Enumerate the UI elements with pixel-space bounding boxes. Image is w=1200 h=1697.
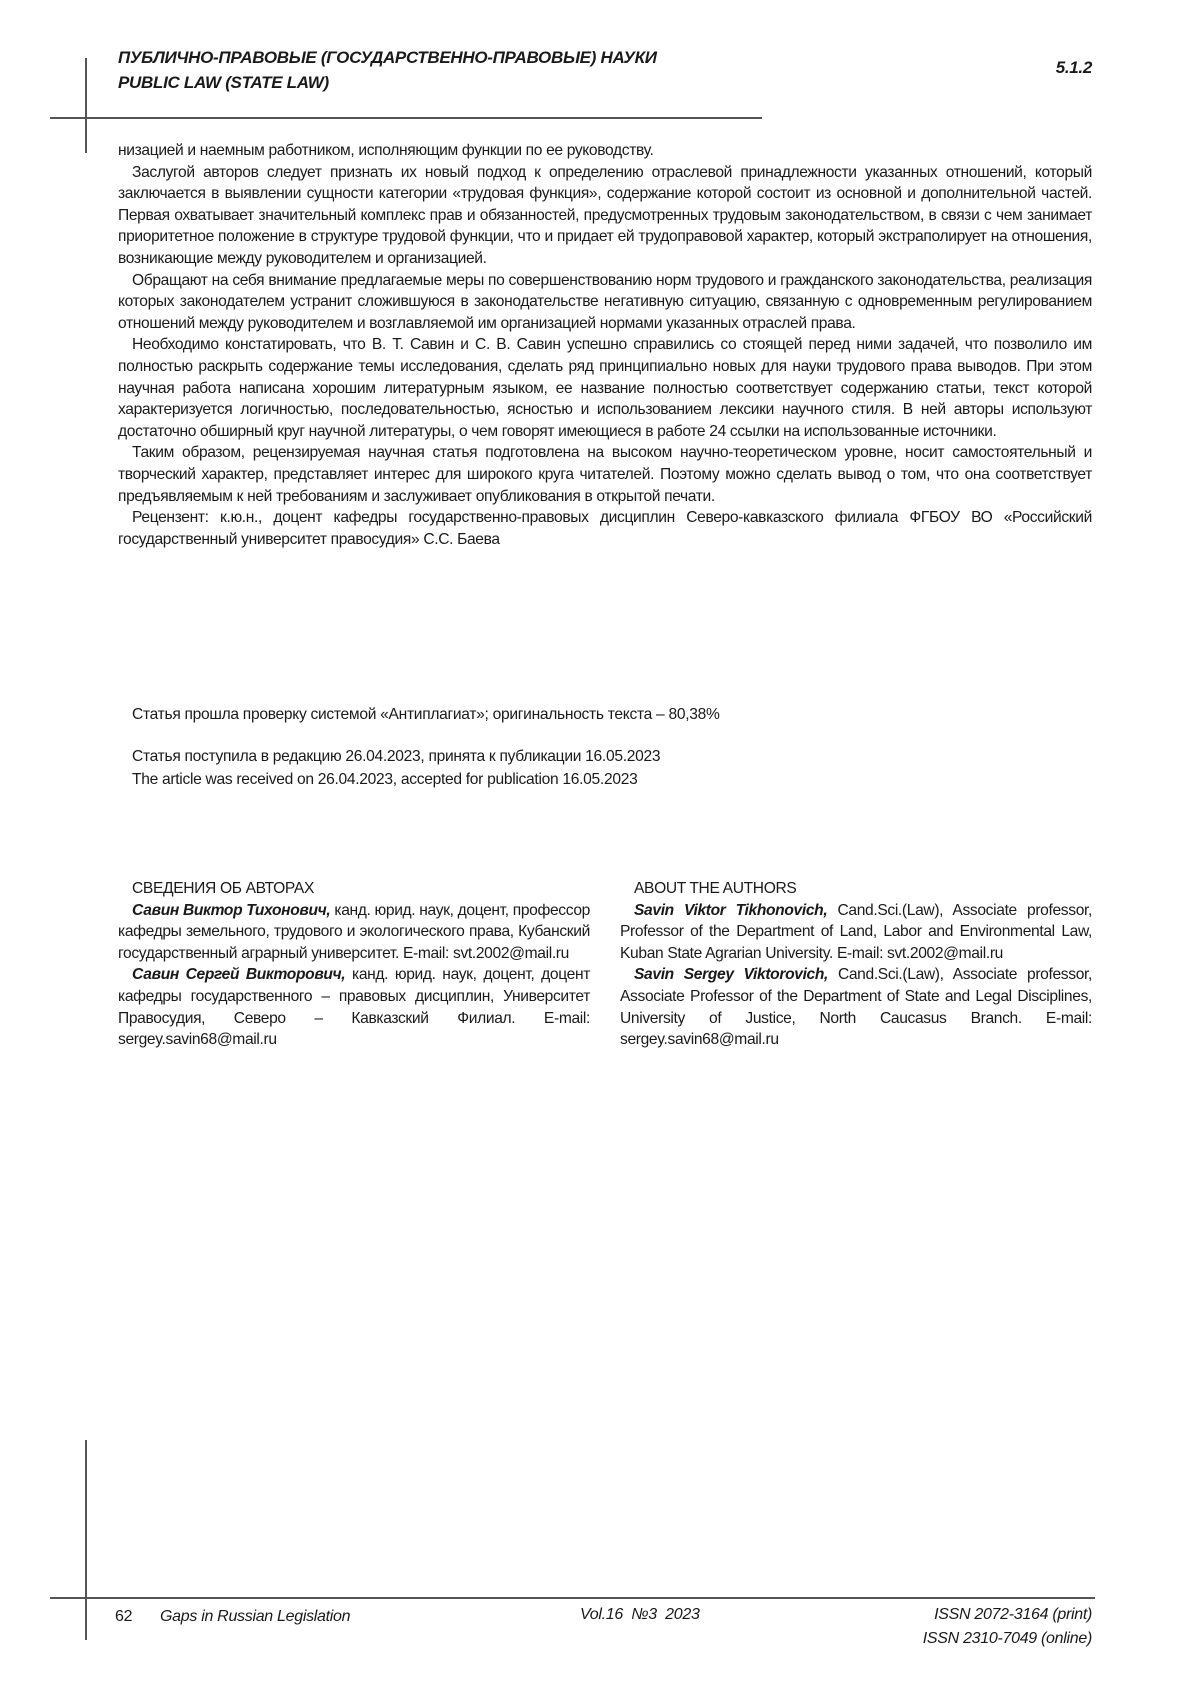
reviewer-paragraph: Рецензент: к.ю.н., доцент кафедры государственно-правовых дисциплин Северо-кавказского филиала ФГБОУ ВО «Российский государственный университет правосудия» С.С. Баева <box>118 509 1092 548</box>
top-horizontal-rule <box>50 117 762 119</box>
paragraph: низацией и наемным работником, исполняющим функции по ее руководству. <box>118 142 654 159</box>
issue-info: Vol.16 №3 2023 <box>580 1606 700 1623</box>
authors-en-title: ABOUT THE AUTHORS <box>634 880 797 897</box>
authors-en <box>620 878 1092 1051</box>
author-name: Савин Сергей Викторович, <box>132 966 346 984</box>
section-code: 5.1.2 <box>1055 58 1092 77</box>
author-name: Savin Sergey Viktorovich, <box>634 966 829 984</box>
page-number: 62 <box>115 1608 133 1625</box>
top-vertical-rule <box>85 58 87 153</box>
authors-ru <box>118 878 590 1051</box>
issn-online: ISSN 2310-7049 (online) <box>922 1630 1092 1647</box>
antiplagiat-note: Статья прошла проверку системой «Антиплагиат»; оригинальность текста – 80,38% <box>132 706 720 723</box>
paragraph: Заслугой авторов следует признать их новый подход к определению отраслевой принадлежности указанных отношений, который заключается в выявлении сущности категории «трудовая функция», содержание которой состоит из основной и дополнительной частей. Первая охватывает значительный комплекс прав и обязанностей, предусмотренных трудовым законодательством, в связи с чем занимает приоритетное положение в структуре трудовой функции, что и придает ей трудоправовой характер, который экстраполирует на отношения, возникающие между руководителем и организацией. <box>118 163 1092 267</box>
bottom-vertical-rule <box>85 1440 87 1640</box>
received-note-ru: Статья поступила в редакцию 26.04.2023, принята к публикации 16.05.2023 <box>132 748 661 765</box>
author-entry: Savin Viktor Tikhonovich, Cand.Sci.(Law), Associate professor, Professor of the Department of Land, Labor and Environmental Law, Kuban State Agrarian University. E-mail: svt.2002@mail.ru <box>620 901 1092 962</box>
issn-print: ISSN 2072-3164 (print) <box>934 1606 1092 1623</box>
author-entry: Савин Виктор Тихонович, канд. юрид. наук, доцент, профессор кафедры земельного, трудового и экологического права, Кубанский государственный аграрный университет. E-mail: svt.2002@mail.ru <box>118 901 591 962</box>
received-note-en: The article was received on 26.04.2023, accepted for publication 16.05.2023 <box>132 771 638 788</box>
section-title-en: PUBLIC LAW (STATE LAW) <box>118 73 329 92</box>
article-body <box>118 140 1092 550</box>
section-title-ru: ПУБЛИЧНО-ПРАВОВЫЕ (ГОСУДАРСТВЕННО-ПРАВОВЫЕ) НАУКИ <box>118 48 657 67</box>
author-name: Савин Виктор Тихонович, <box>132 901 331 919</box>
authors-ru-title: СВЕДЕНИЯ ОБ АВТОРАХ <box>132 880 315 897</box>
paragraph: Обращают на себя внимание предлагаемые меры по совершенствованию норм трудового и гражданского законодательства, реализация которых законодателем устранит сложившуюся в законодательстве негативную ситуацию, связанную с одновременным регулированием отношений между руководителем и возглавляемой им организацией нормами указанных отраслей права. <box>118 271 1092 332</box>
author-entry: Савин Сергей Викторович, канд. юрид. наук, доцент, доцент кафедры государственного – правовых дисциплин, Университет Правосудия, Северо – Кавказский Филиал. E-mail: sergey.savin68@mail.ru <box>118 966 590 1049</box>
paragraph: Таким образом, рецензируемая научная статья подготовлена на высоком научно-теоретическом уровне, носит самостоятельный и творческий характер, представляет интерес для широкого круга читателей. Поэтому можно сделать вывод о том, что она соответствует предъявляемым к ней требованиям и заслуживает опубликования в открытой печати. <box>118 444 1092 505</box>
paragraph: Необходимо констатировать, что В. Т. Савин и С. В. Савин успешно справились со стоящей перед ними задачей, что позволило им полностью раскрыть содержание темы исследования, сделать ряд принципиально новых для науки трудового права выводов. При этом научная работа написана хорошим литературным языком, ее название полностью соответствует содержанию статьи, текст которой характеризуется логичностью, последовательностью, ясностью и использованием лексики научного стиля. В ней авторы используют достаточно обширный круг научной литературы, о чем говорят имеющиеся в работе 24 ссылки на использованные источники. <box>118 336 1092 440</box>
author-entry: Savin Sergey Viktorovich, Cand.Sci.(Law), Associate professor, Associate Professor of the Department of State and Legal Disciplines, University of Justice, North Caucasus Branch. E-mail: sergey.savin68@mail.ru <box>620 966 1092 1049</box>
journal-name: Gaps in Russian Legislation <box>160 1608 351 1625</box>
author-name: Savin Viktor Tikhonovich, <box>634 901 828 919</box>
bottom-horizontal-rule <box>50 1597 1095 1599</box>
